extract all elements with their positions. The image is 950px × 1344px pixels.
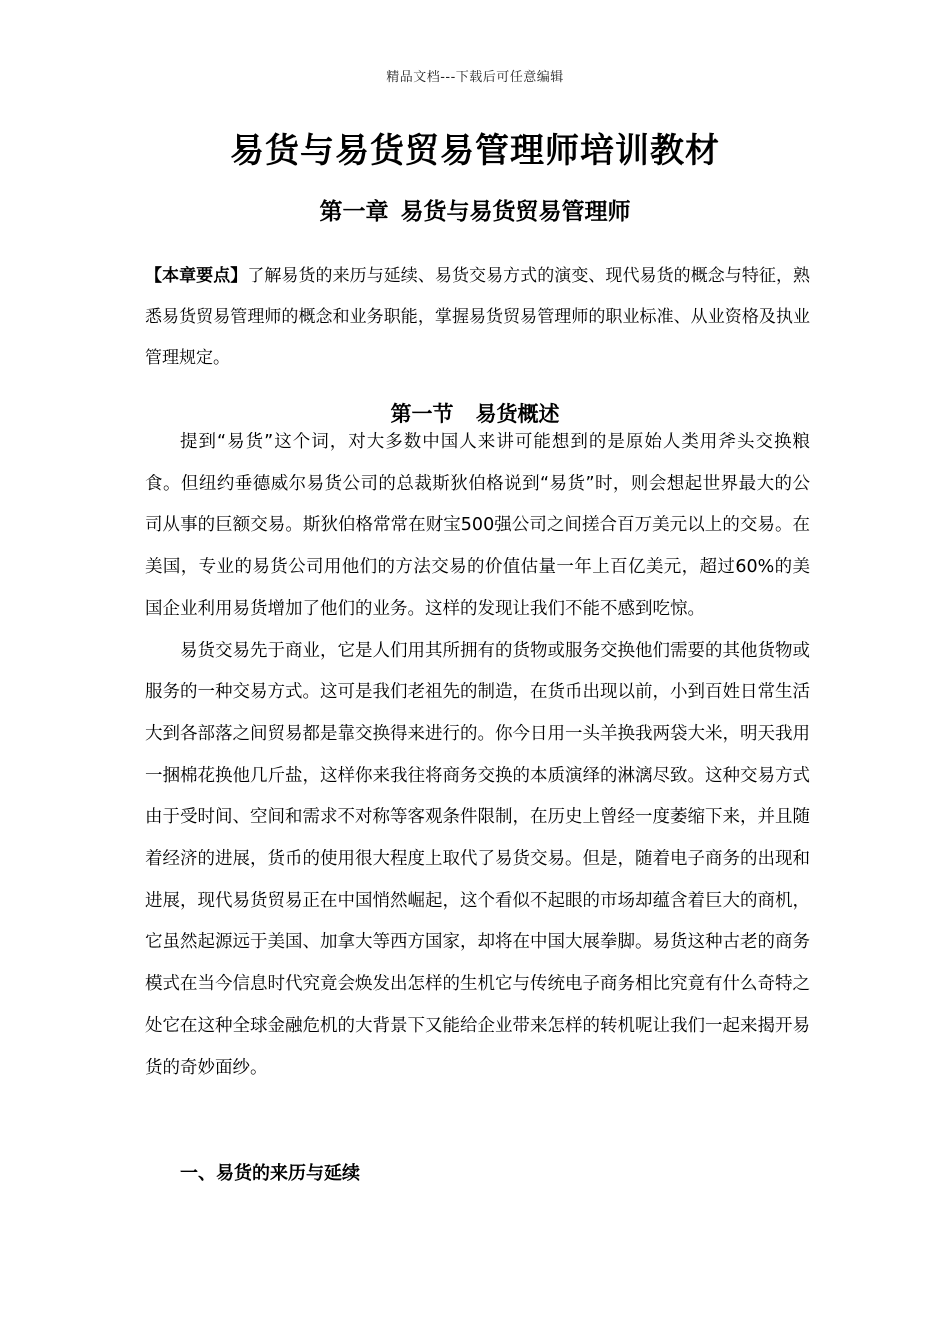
summary-label: 【本章要点】 [145,266,248,286]
subheading: 一、易货的来历与延续 [180,1163,360,1184]
body-text [145,422,810,1089]
section-number: 第一节 [390,402,454,426]
chapter-title [0,196,950,228]
paragraph: 易货交易先于商业，它是人们用其所拥有的货物或服务交换他们需要的其他货物或服务的一种交易方式。这可是我们老祖先的制造，在货币出现以前，小到百姓日常生活大到各部落之间贸易都是靠交换得来进行的。你今日用一头羊换我两袋大米，明天我用一捆棉花换他几斤盐，这样你来我往将商务交换的本质演绎的淋漓尽致。这种交易方式由于受时间、空间和需求不对称等客观条件限制，在历史上曾经一度萎缩下来，并且随着经济的进展，货币的使用很大程度上取代了易货交易。但是，随着电子商务的出现和进展，现代易货贸易正在中国悄然崛起，这个看似不起眼的市场却蕴含着巨大的商机，它虽然起源远于美国、加拿大等西方国家，却将在中国大展拳脚。易货这种古老的商务模式在当今信息时代究竟会焕发出怎样的生机它与传统电子商务相比究竟有什么奇特之处它在这种全球金融危机的大背景下又能给企业带来怎样的转机呢让我们一起来揭开易货的奇妙面纱。 [145,640,810,1078]
chapter-number: 第一章 [319,199,389,225]
summary-text: 了解易货的来历与延续、易货交易方式的演变、现代易货的概念与特征，熟悉易货贸易管理师的概念和业务职能，掌握易货贸易管理师的职业标准、从业资格及执业管理规定。 [145,266,811,368]
chapter-summary [145,256,810,379]
header-note: 精品文档---下载后可任意编辑 [386,70,564,85]
document-title: 易货与易货贸易管理师培训教材 [230,131,720,171]
chapter-name: 易货与易货贸易管理师 [400,199,631,225]
paragraph: 提到“易货”这个词，对大多数中国人来讲可能想到的是原始人类用斧头交换粮食。但纽约垂德威尔易货公司的总裁斯狄伯格说到“易货”时，则会想起世界最大的公司从事的巨额交易。斯狄伯格常常在财宝500强公司之间搓合百万美元以上的交易。在美国，专业的易货公司用他们的方法交易的价值估量一年上百亿美元，超过60%的美国企业利用易货增加了他们的业务。这样的发现让我们不能不感到吃惊。 [145,432,810,619]
section-name: 易货概述 [475,402,560,426]
